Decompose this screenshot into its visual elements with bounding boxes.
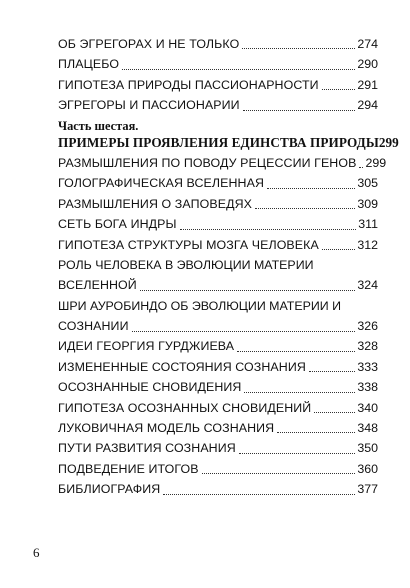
toc-entry-page: 326: [357, 319, 378, 334]
dot-leader: [242, 48, 355, 49]
toc-entry-page: 274: [357, 36, 378, 51]
toc-entry: [58, 34, 378, 54]
toc-entry: [58, 357, 378, 377]
toc-entry-title: ИЗМЕНЕННЫЕ СОСТОЯНИЯ СОЗНАНИЯ: [58, 359, 306, 374]
toc-entry-page: 350: [357, 441, 378, 456]
dot-leader: [132, 331, 356, 332]
toc-entry-title: ПОДВЕДЕНИЕ ИТОГОВ: [58, 461, 199, 476]
toc-entry-page: 311: [358, 217, 378, 232]
toc-entry-page: 348: [357, 421, 378, 436]
toc-entry-title-line2: ВСЕЛЕННОЙ: [58, 278, 137, 293]
dot-leader: [239, 453, 356, 454]
dot-leader: [255, 208, 355, 209]
toc-entry: [58, 377, 378, 397]
toc-entry-title: ПУТИ РАЗВИТИЯ СОЗНАНИЯ: [58, 441, 236, 456]
dot-leader: [244, 392, 355, 393]
part-title: ПРИМЕРЫ ПРОЯВЛЕНИЯ ЕДИНСТВА ПРИРОДЫ: [58, 134, 379, 150]
toc-entry-title-line1: РОЛЬ ЧЕЛОВЕКА В ЭВОЛЮЦИИ МАТЕРИИ: [58, 257, 314, 272]
toc-entry-title: ОБ ЭГРЕГОРАХ И НЕ ТОЛЬКО: [58, 36, 240, 51]
toc-entry-page: 294: [357, 98, 378, 113]
dot-leader: [140, 290, 356, 291]
toc-entry-page: 338: [357, 380, 378, 395]
toc-entry-multiline: [58, 296, 378, 337]
table-of-contents: [58, 34, 399, 500]
toc-entry: [58, 153, 387, 173]
toc-entry: [58, 459, 378, 479]
toc-entry-title: ЭГРЕГОРЫ И ПАССИОНАРИИ: [58, 98, 240, 113]
dot-leader: [322, 89, 356, 90]
dot-leader: [309, 371, 355, 372]
toc-entry: [58, 75, 378, 95]
dot-leader: [202, 473, 356, 474]
toc-entry-title: РАЗМЫШЛЕНИЯ О ЗАПОВЕДЯХ: [58, 196, 252, 211]
toc-entry: [58, 54, 378, 74]
toc-entry-page: 333: [357, 359, 378, 374]
toc-entry-title: СЕТЬ БОГА ИНДРЫ: [58, 217, 177, 232]
dot-leader: [122, 69, 355, 70]
toc-entry-page: 299: [365, 155, 387, 170]
toc-entry-title: ЛУКОВИЧНАЯ МОДЕЛЬ СОЗНАНИЯ: [58, 421, 275, 436]
dot-leader: [314, 412, 355, 413]
toc-entry-page: 309: [357, 196, 378, 211]
part-label: Часть шестая.: [58, 118, 139, 133]
dot-leader: [243, 110, 356, 111]
toc-entry-multiline: [58, 255, 378, 296]
toc-entry: [58, 418, 378, 438]
dot-leader: [267, 188, 355, 189]
toc-entry: [58, 235, 378, 255]
toc-entry-title-line1: ШРИ АУРОБИНДО ОБ ЭВОЛЮЦИИ МАТЕРИИ И: [58, 298, 342, 313]
toc-entry: [58, 214, 378, 234]
toc-entry: [58, 479, 378, 499]
part-title-page: 299: [378, 134, 399, 150]
dot-leader: [277, 432, 355, 433]
toc-entry-title: ПЛАЦЕБО: [58, 57, 120, 72]
toc-entry: [58, 194, 378, 214]
dot-leader: [359, 167, 363, 168]
dot-leader: [322, 249, 355, 250]
toc-entry-page: 290: [357, 57, 378, 72]
toc-entry-page: 340: [357, 400, 378, 415]
toc-entry: [58, 173, 378, 193]
toc-entry-title: БИБЛИОГРАФИЯ: [58, 482, 161, 497]
toc-entry: [58, 398, 378, 418]
toc-entry-title: ГИПОТЕЗА СТРУКТУРЫ МОЗГА ЧЕЛОВЕКА: [58, 237, 319, 252]
part-title-entry: [58, 133, 399, 153]
toc-entry-title: ОСОЗНАННЫЕ СНОВИДЕНИЯ: [58, 380, 242, 395]
page-number: 6: [33, 545, 40, 560]
toc-entry-title: РАЗМЫШЛЕНИЯ ПО ПОВОДУ РЕЦЕССИИ ГЕНОВ: [58, 155, 357, 170]
toc-entry-title-line2: СОЗНАНИИ: [58, 319, 129, 334]
toc-entry-title: ИДЕИ ГЕОРГИЯ ГУРДЖИЕВА: [58, 339, 235, 354]
toc-entry-title: ГОЛОГРАФИЧЕСКАЯ ВСЕЛЕННАЯ: [58, 176, 265, 191]
toc-entry: [58, 438, 378, 458]
dot-leader: [163, 494, 355, 495]
toc-entry-page: 291: [357, 77, 378, 92]
dot-leader: [237, 351, 355, 352]
toc-entry-page: 328: [357, 339, 378, 354]
toc-entry-title: ГИПОТЕЗА ПРИРОДЫ ПАССИОНАРНОСТИ: [58, 77, 319, 92]
toc-entry-page: 305: [357, 176, 378, 191]
dot-leader: [180, 229, 357, 230]
toc-entry: [58, 95, 378, 115]
toc-entry-page: 360: [357, 461, 378, 476]
toc-entry-title: ГИПОТЕЗА ОСОЗНАННЫХ СНОВИДЕНИЙ: [58, 400, 312, 415]
toc-entry-page: 324: [357, 278, 378, 293]
toc-entry-page: 312: [357, 237, 378, 252]
toc-entry-page: 377: [357, 482, 378, 497]
toc-entry: [58, 337, 378, 357]
